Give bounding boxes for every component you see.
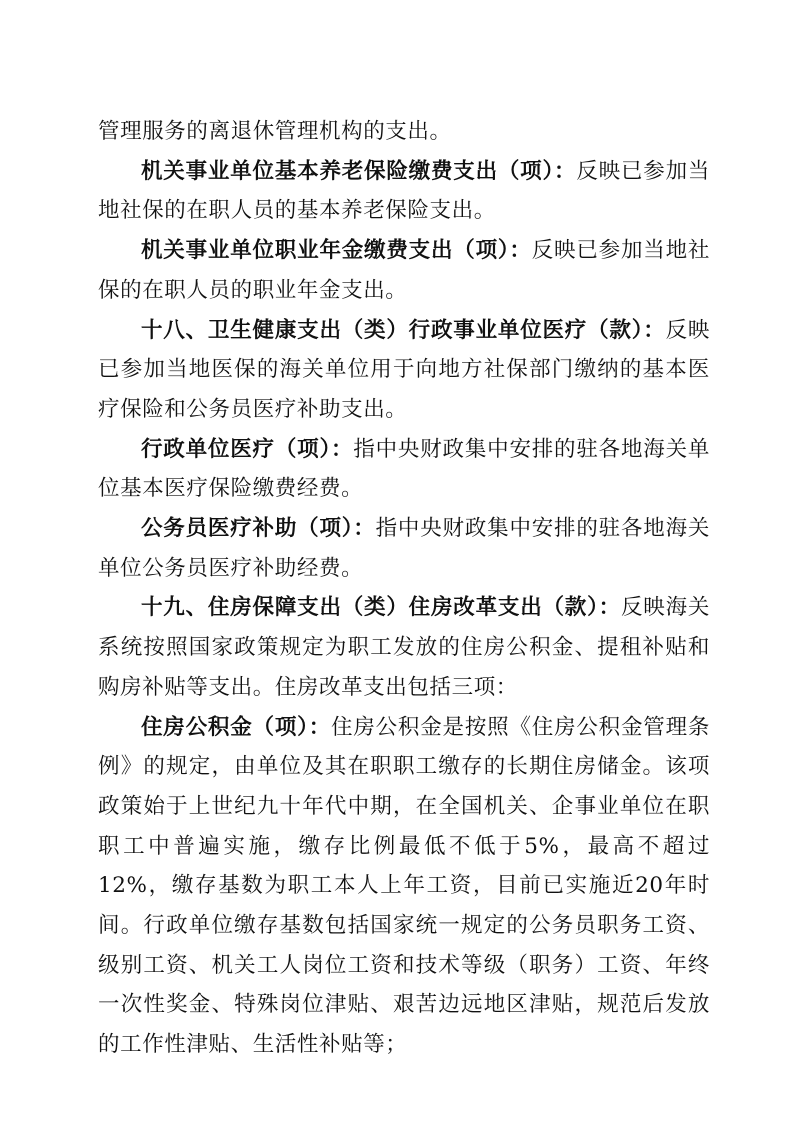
paragraph-term: 行政单位医疗（项）： (141, 436, 354, 462)
paragraph-term: 公务员医疗补助（项）： (141, 516, 376, 542)
paragraph-term: 机关事业单位职业年金缴费支出（项）： (141, 238, 532, 264)
paragraph-administrative-medical (98, 430, 710, 509)
paragraph-basic-pension (98, 152, 710, 231)
paragraph-text: 住房公积金是按照《住房公积金管理条例》的规定，由单位及其在职职工缴存的长期住房储金。该项政策始于上世纪九十年代中期，在全国机关、企事业单位在职职工中普遍实施，缴存比例最低不低于5%，最高不超过12%，缴存基数为职工本人上年工资，目前已实施近20年时间。行政单位缴存基数包括国家统一规定的公务员职务工资、级别工资、机关工人岗位工资和技术等级（职务）工资、年终一次性奖金、特殊岗位津贴、艰苦边远地区津贴，规范后发放的工作性津贴、生活性补贴等； (98, 714, 711, 1058)
paragraph-retiree-management (98, 112, 710, 152)
paragraph-text: 指中央财政集中安排的驻各地海关单位基本医疗保险缴费经费。 (98, 436, 710, 502)
paragraph-term: 十九、住房保障支出（类）住房改革支出（款）： (141, 595, 621, 621)
paragraph-housing-provident-fund (98, 708, 710, 1065)
paragraph-text: 反映已参加当地社保的在职人员的基本养老保险支出。 (98, 158, 710, 224)
paragraph-term: 十八、卫生健康支出（类）行政事业单位医疗（款）： (141, 317, 666, 343)
paragraph-term: 机关事业单位基本养老保险缴费支出（项）： (141, 158, 577, 184)
paragraph-housing-security (98, 588, 710, 707)
paragraph-text: 管理服务的离退休管理机构的支出。 (98, 119, 452, 144)
paragraph-civil-servant-medical-subsidy (98, 509, 710, 588)
paragraph-health-expenditure (98, 311, 710, 430)
paragraph-text: 反映已参加当地医保的海关单位用于向地方社保部门缴纳的基本医疗保险和公务员医疗补助支出。 (98, 317, 710, 422)
document-body (98, 112, 710, 1065)
paragraph-text: 反映已参加当地社保的在职人员的职业年金支出。 (98, 238, 710, 303)
paragraph-term: 住房公积金（项）： (141, 714, 332, 740)
paragraph-text: 指中央财政集中安排的驻各地海关单位公务员医疗补助经费。 (98, 516, 710, 581)
paragraph-occupational-annuity (98, 231, 710, 310)
paragraph-text: 反映海关系统按照国家政策规定为职工发放的住房公积金、提租补贴和购房补贴等支出。住房改革支出包括三项： (98, 595, 711, 700)
